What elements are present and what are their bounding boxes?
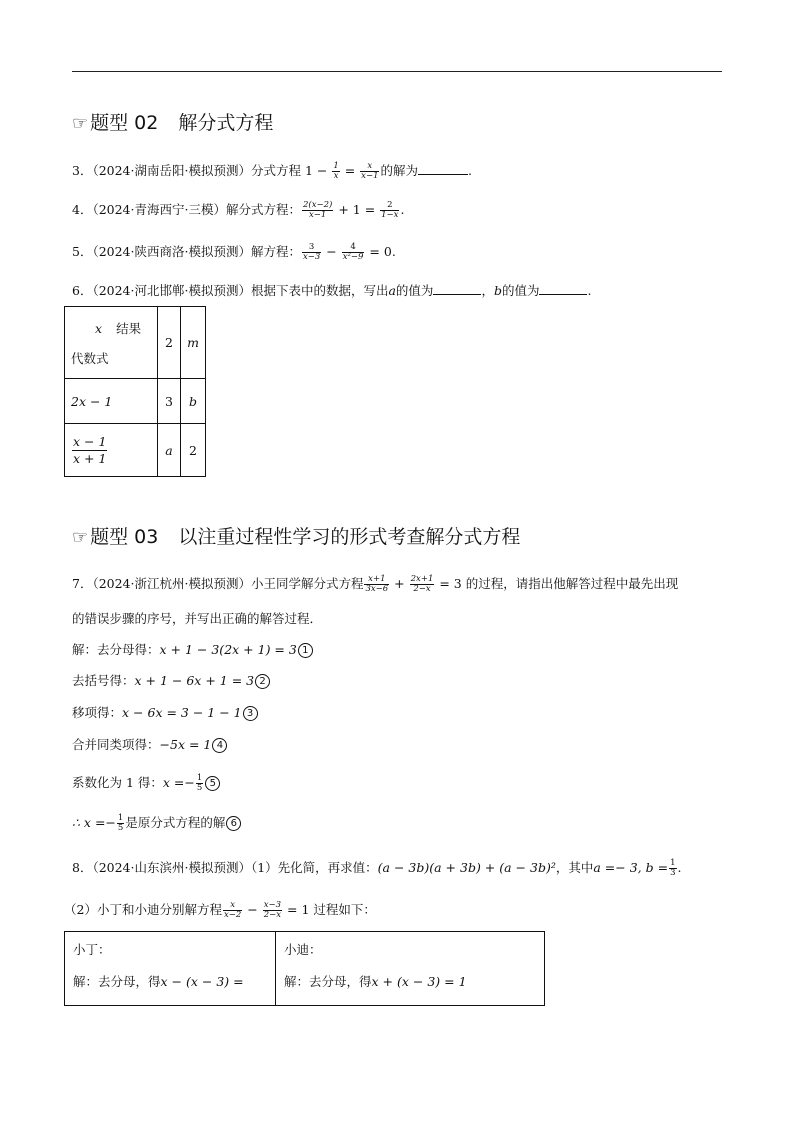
solution-table [64, 931, 545, 1006]
step-1 [72, 642, 313, 658]
section-label: 题型 03 [90, 526, 159, 548]
circled-number: 1 [298, 643, 313, 658]
question-text: 6．（2024·河北邯郸·模拟预测）根据下表中的数据，写出 [72, 283, 389, 298]
question-text: 的解为 [380, 163, 418, 178]
section-label: 题型 02 [90, 112, 159, 134]
question-7-line2: 的错误步骤的序号，并写出正确的解答过程． [72, 611, 323, 626]
circled-number: 5 [205, 776, 220, 791]
row2-numerator: x − 1 [73, 433, 107, 449]
answer-blank-b[interactable] [539, 282, 587, 295]
step-5: 系数化为 1 得：x =− $\frac{1}{5}$ 5 [72, 774, 220, 793]
step-label: 解：去分母，得 [73, 974, 161, 989]
header-result: 结果 [116, 321, 142, 336]
step-label: 解：去分母，得 [284, 974, 372, 989]
question-5: 5．（2024·陕西商洛·模拟预测）解方程： $\frac{3}{x-3}$ − $\frac{4}{\text{x²−9}}$ = 0. [72, 242, 396, 262]
header-cell [65, 307, 158, 379]
step-math: x + 1 − 3(2x + 1) = 3 [159, 642, 297, 657]
step-math: x − 6x = 3 − 1 − 1 [122, 705, 242, 720]
xiaoding-label: 小丁： [73, 942, 111, 957]
question-text: 8．（2024·山东滨州·模拟预测）（1）先化简，再求值： [72, 860, 378, 875]
question-text: 3．（2024·湖南岳阳·模拟预测）分式方程 [72, 163, 305, 178]
question-text: 4．（2024·青海西宁·三模）解分式方程： [72, 202, 301, 217]
question-end: . [400, 202, 405, 217]
row2-value1: a [158, 424, 181, 477]
step-label: 解：去分母得： [72, 642, 160, 657]
question-text: 5．（2024·陕西商洛·模拟预测）解方程： [72, 244, 301, 259]
question-end: . [677, 860, 682, 875]
step-label: 去括号得： [72, 673, 135, 688]
data-table [64, 306, 206, 477]
col-header-2: 2 [158, 307, 181, 379]
answer-blank[interactable] [418, 162, 468, 175]
question-text: 7．（2024·浙江杭州·模拟预测）小王同学解分式方程 [72, 576, 364, 591]
pointing-hand-icon: ☞ [72, 113, 89, 134]
xiaoding-cell [65, 932, 276, 1006]
question-cond: a =− 3, b = [593, 860, 669, 875]
section-heading: 解分式方程 [178, 112, 274, 134]
question-4: 4．（2024·青海西宁·三模）解分式方程： $\frac{2(x-2)}{x-1}$ + 1 = $\frac{2}{1-x}$ . [72, 200, 405, 220]
step-label: 是原分式方程的解 [125, 815, 226, 830]
header-rule [72, 71, 722, 72]
circled-number: 3 [243, 706, 258, 721]
question-text: （2）小丁和小迪分别解方程 [64, 902, 222, 917]
step-6: ∴ x =− $\frac{1}{5}$ 是原分式方程的解 6 [72, 814, 241, 833]
col-header-m: m [181, 307, 206, 379]
question-text: = 3 的过程，请指出他解答过程中最先出现 [435, 576, 679, 591]
question-text: 的值为 [501, 283, 540, 298]
question-expr: (a − 3b)(a + 3b) + (a − 3b)² [377, 860, 556, 875]
var-b: b [493, 283, 502, 298]
circled-number: 4 [212, 738, 227, 753]
xiaodi-cell [276, 932, 545, 1006]
section-title-02 [72, 108, 273, 135]
step-math: x + 1 − 6x + 1 = 3 [134, 673, 255, 688]
pointing-hand-icon: ☞ [72, 527, 89, 548]
row1-expr: 2x − 1 [65, 379, 158, 424]
circled-number: 2 [255, 674, 270, 689]
step-label: 移项得： [72, 705, 123, 720]
header-x: x [95, 321, 103, 336]
question-6 [72, 282, 591, 299]
row2-expr [65, 424, 158, 477]
question-7: 7．（2024·浙江杭州·模拟预测）小王同学解分式方程 $\frac{x+1}{3x-6}$ + $\frac{2x+1}{2-x}$ = 3 的过程，请指出他解答过程中最先出现 [72, 574, 679, 594]
circled-number: 6 [226, 816, 241, 831]
step-4 [72, 737, 227, 753]
question-text: 的值为 [395, 283, 434, 298]
question-8: 8．（2024·山东滨州·模拟预测）（1）先化简，再求值：(a − 3b)(a + 3b) + (a − 3b)²，其中a =− 3, b = $\frac{1}{3}$ . [72, 858, 682, 878]
question-end: . [391, 244, 396, 259]
answer-blank-a[interactable] [433, 282, 481, 295]
step-label: 合并同类项得： [72, 737, 160, 752]
header-expr: 代数式 [71, 351, 109, 366]
xiaodi-label: 小迪： [284, 942, 322, 957]
var-a: a [388, 283, 396, 298]
step-math: x + (x − 3) = 1 [371, 974, 467, 989]
step-math: ∴ x =− [72, 815, 116, 830]
question-text: = 1 过程如下： [283, 902, 376, 917]
step-math: x − (x − 3) = [160, 974, 244, 989]
question-end: . [587, 283, 592, 298]
step-2 [72, 673, 270, 689]
step-label: 系数化为 1 得： [72, 775, 163, 790]
question-end: . [468, 163, 472, 178]
question-8-part2: （2）小丁和小迪分别解方程 $\frac{x}{x-2}$ − $\frac{x-3}{2-x}$ = 1 过程如下： [64, 900, 376, 920]
step-3 [72, 705, 258, 721]
row1-value1: 3 [158, 379, 181, 424]
section-heading: 以注重过程性学习的形式考查解分式方程 [178, 526, 521, 548]
step-math: x =− [162, 775, 195, 790]
row2-value2: 2 [181, 424, 206, 477]
question-3: 3．（2024·湖南岳阳·模拟预测）分式方程 1 − $\frac{1}{x}$ = $\frac{x}{x-1}$ 的解为 . [72, 161, 472, 181]
row1-value2: b [181, 379, 206, 424]
comma: ， [481, 283, 494, 298]
question-text: ，其中 [555, 860, 594, 875]
section-title-03 [72, 522, 520, 549]
step-math: −5x = 1 [159, 737, 212, 752]
row2-denominator: x + 1 [73, 450, 107, 466]
